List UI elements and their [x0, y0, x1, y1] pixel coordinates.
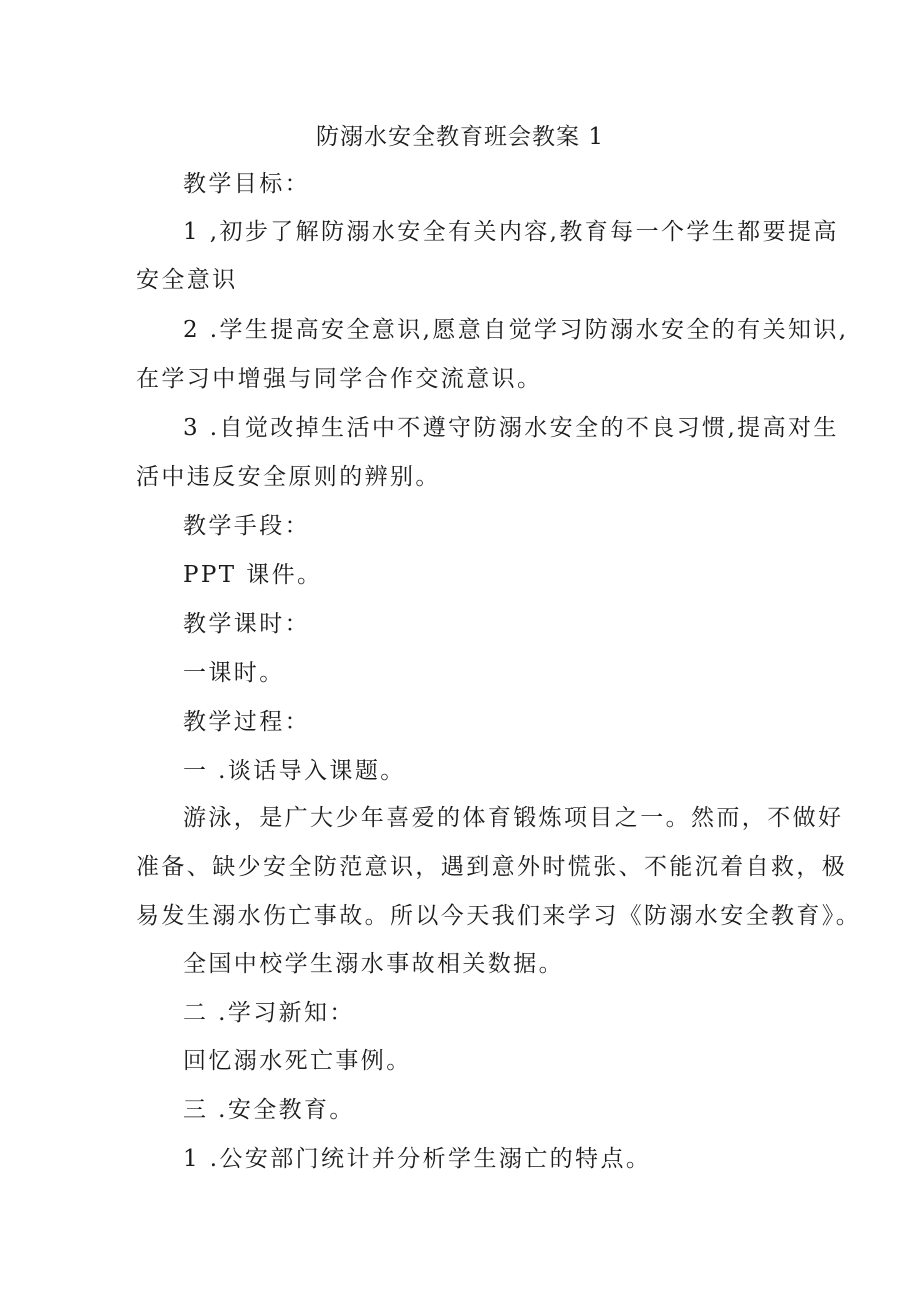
paragraph-line: 3 .自觉改掉生活中不遵守防溺水安全的不良习惯,提高对生: [183, 415, 839, 441]
paragraph-line: 1 ,初步了解防溺水安全有关内容,教育每一个学生都要提高: [183, 219, 839, 245]
paragraph-line: 游泳，是广大少年喜爱的体育锻炼项目之一。然而，不做好: [183, 805, 844, 831]
paragraph-line: 准备、缺少安全防范意识，遇到意外时慌张、不能沉着自救，极: [136, 854, 848, 880]
paragraph-line: 2 .学生提高安全意识,愿意自觉学习防溺水安全的有关知识,: [183, 317, 849, 343]
paragraph-line: 一 .谈话导入课题。: [183, 758, 406, 784]
paragraph-line: 安全意识: [136, 267, 238, 293]
paragraph-line: 回忆溺水死亡事例。: [183, 1048, 412, 1074]
paragraph-line: 教学目标：: [183, 171, 310, 197]
document-title: 防溺水安全教育班会教案 1: [316, 124, 604, 150]
paragraph-line: 教学过程：: [183, 709, 310, 735]
paragraph-line: 活中违反安全原则的辨别。: [136, 464, 441, 490]
paragraph-line: 教学手段：: [183, 513, 310, 539]
paragraph-line: PPT 课件。: [183, 562, 323, 588]
paragraph-line: 1 .公安部门统计并分析学生溺亡的特点。: [183, 1146, 652, 1172]
paragraph-line: 一课时。: [183, 660, 285, 686]
paragraph-line: 三 .安全教育。: [183, 1097, 355, 1123]
paragraph-line: 易发生溺水伤亡事故。所以今天我们来学习《防溺水安全教育》。: [136, 903, 862, 929]
paragraph-line: 教学课时：: [183, 611, 310, 637]
paragraph-line: 在学习中增强与同学合作交流意识。: [136, 366, 543, 392]
paragraph-line: 二 .学习新知：: [183, 1000, 355, 1026]
paragraph-line: 全国中校学生溺水事故相关数据。: [183, 951, 564, 977]
